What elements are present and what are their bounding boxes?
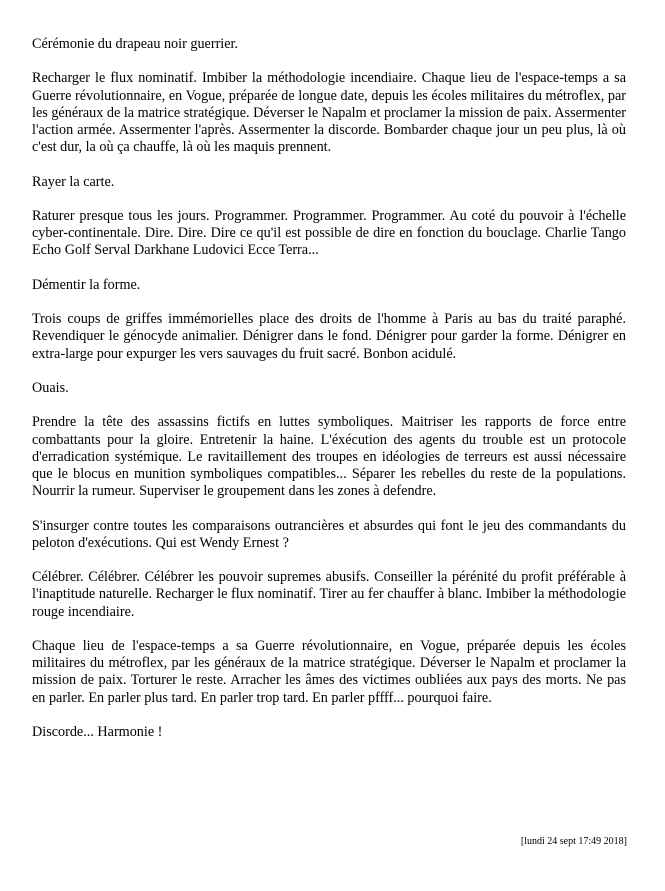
paragraph: Chaque lieu de l'espace-temps a sa Guerre révolutionnaire, en Vogue, préparée depuis les écoles militaires du métroflex, par les généraux de la matrice stratégique. Déverser le Napalm et proclamer la mission de paix. Torturer le reste. Arracher les âmes des victimes oubliées aux pays des morts. Ne pas en parler. En parler plus tard. En parler trop tard. En parler pffff... pourquoi faire. xyxy=(32,637,626,706)
paragraph-short: Démentir la forme. xyxy=(32,276,141,293)
paragraph: Célébrer. Célébrer. Célébrer les pouvoir supremes abusifs. Conseiller la pérénité du profit préférable à l'inaptitude naturelle. Recharger le flux nominatif. Tirer au fer chauffer à blanc. Imbiber la méthodologie rouge incendiaire. xyxy=(32,569,626,620)
paragraph-title: Cérémonie du drapeau noir guerrier. xyxy=(32,36,239,52)
paragraph: Raturer presque tous les jours. Programmer. Programmer. Programmer. Au coté du pouvoir à l'échelle cyber-continentale. Dire. Dire. Dire ce qu'il est possible de dire en fonction du bouclage. Charlie Tango Echo Golf Serval Darkhane Ludovici Ecce Terra... xyxy=(32,207,626,259)
document-body xyxy=(32,36,626,758)
paragraph: Prendre la tête des assassins fictifs en luttes symboliques. Maitriser les rapports de force entre combattants pour la gloire. Entretenir la haine. L'éxécution des agents du trouble est un protocole d'erradication systémique. Le ravitaillement des troupes en idéologies de terreurs est aussi nécessaire que le blocus en munition symboliques compatibles... Séparer les rebelles du reste de la populations. Nourrir la rumeur. Superviser le groupement dans les zones à defendre. xyxy=(32,414,626,500)
paragraph-short: Ouais. xyxy=(32,379,69,396)
paragraph: Trois coups de griffes immémorielles place des droits de l'homme à Paris au bas du traité paraphé. Revendiquer le génocyde animalier. Dénigrer dans le fond. Dénigrer pour garder la forme. Dénigrer en extra-large pour expurger les vers sauvages du fruit sacré. Bonbon acidulé. xyxy=(32,311,626,362)
footer-timestamp: [lundi 24 sept 17:49 2018] xyxy=(520,836,627,847)
paragraph-closing: Discorde... Harmonie ! xyxy=(32,723,163,740)
paragraph: S'insurger contre toutes les comparaisons outrancières et absurdes qui font le jeu des commandants du peloton d'exécutions. Qui est Wendy Ernest ? xyxy=(32,517,626,551)
paragraph-short: Rayer la carte. xyxy=(32,173,115,190)
paragraph: Recharger le flux nominatif. Imbiber la méthodologie incendiaire. Chaque lieu de l'espace-temps a sa Guerre révolutionnaire, en Vogue, préparée de longue date, depuis les écoles militaires du métroflex, par les généraux de la matrice stratégique. Déverser le Napalm et proclamer la mission de paix. Assermenter l'action armée. Assermenter l'après. Assermenter la discorde. Bombarder chaque jour un peu plus, là où c'est dur, la où ça chauffe, là où les maquis prennent. xyxy=(32,70,626,156)
